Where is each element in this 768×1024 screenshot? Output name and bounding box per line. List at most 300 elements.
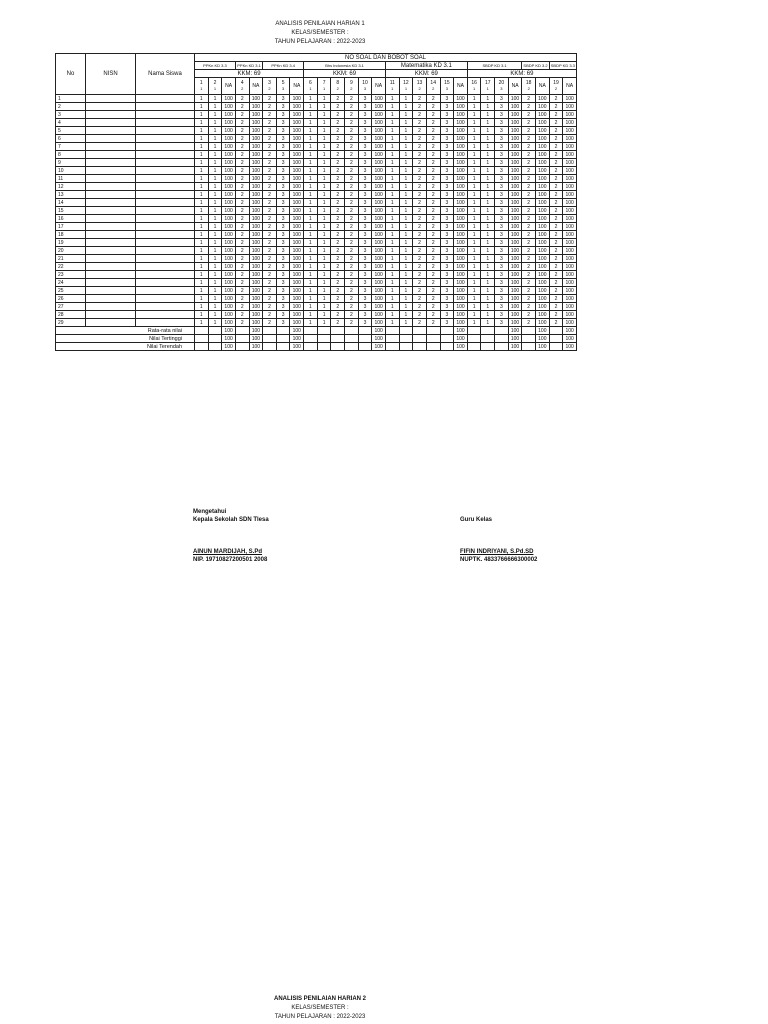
score-cell: 100 <box>222 151 236 159</box>
score-cell: 100 <box>249 271 263 279</box>
score-cell: 2 <box>345 151 359 159</box>
score-cell: 1 <box>195 223 209 231</box>
nisn-cell <box>86 271 136 279</box>
score-cell: 2 <box>235 295 249 303</box>
score-cell: 1 <box>195 279 209 287</box>
score-cell: 2 <box>345 311 359 319</box>
score-cell: 2 <box>426 191 440 199</box>
score-cell: 1 <box>481 311 495 319</box>
score-cell: 1 <box>304 143 318 151</box>
score-cell: 2 <box>413 167 427 175</box>
score-cell: 1 <box>208 223 222 231</box>
score-cell: 100 <box>454 319 468 327</box>
score-cell: 1 <box>195 263 209 271</box>
summary-cell <box>399 327 413 335</box>
score-cell: 100 <box>508 247 522 255</box>
score-cell: 2 <box>413 279 427 287</box>
score-cell: 100 <box>222 175 236 183</box>
score-cell: 1 <box>385 151 399 159</box>
score-cell: 2 <box>426 271 440 279</box>
score-cell: 3 <box>495 119 509 127</box>
score-cell: 1 <box>317 287 331 295</box>
score-cell: 1 <box>304 199 318 207</box>
score-cell: 100 <box>454 287 468 295</box>
score-cell: 100 <box>372 95 386 103</box>
score-cell: 1 <box>304 151 318 159</box>
summary-cell <box>235 327 249 335</box>
score-cell: 1 <box>481 303 495 311</box>
question-weight: 1 <box>404 86 408 91</box>
question-number-cell <box>345 78 359 95</box>
score-cell: 1 <box>481 215 495 223</box>
score-cell: 3 <box>276 319 290 327</box>
score-cell: 1 <box>304 303 318 311</box>
score-cell: 1 <box>385 175 399 183</box>
report-1-header <box>0 20 640 47</box>
score-cell: 1 <box>317 175 331 183</box>
score-cell: 1 <box>208 279 222 287</box>
score-cell: 2 <box>235 311 249 319</box>
score-cell: 100 <box>563 311 577 319</box>
score-cell: 100 <box>290 271 304 279</box>
student-name-cell <box>136 295 195 303</box>
table-row <box>56 303 577 311</box>
score-cell: 2 <box>235 247 249 255</box>
score-cell: 1 <box>467 175 481 183</box>
question-number-cell <box>208 78 222 95</box>
score-cell: 1 <box>208 135 222 143</box>
score-cell: 2 <box>263 303 277 311</box>
score-cell: 1 <box>304 239 318 247</box>
score-cell: 100 <box>536 127 550 135</box>
score-cell: 1 <box>399 271 413 279</box>
table-row <box>56 191 577 199</box>
score-cell: 100 <box>536 103 550 111</box>
score-cell: 100 <box>536 247 550 255</box>
summary-cell <box>208 343 222 351</box>
kd-header: PPKn KD 3.1 <box>237 62 261 68</box>
score-cell: 1 <box>317 151 331 159</box>
score-cell: 2 <box>522 295 536 303</box>
score-cell: 1 <box>385 119 399 127</box>
question-number-cell <box>481 78 495 95</box>
student-name-cell <box>136 175 195 183</box>
score-cell: 2 <box>522 191 536 199</box>
score-cell: 100 <box>563 159 577 167</box>
score-cell: 2 <box>549 119 563 127</box>
summary-cell: 100 <box>563 343 577 351</box>
score-cell: 2 <box>549 239 563 247</box>
score-cell: 3 <box>495 287 509 295</box>
table-row <box>56 239 577 247</box>
nisn-cell <box>86 167 136 175</box>
score-cell: 1 <box>481 231 495 239</box>
score-cell: 2 <box>522 127 536 135</box>
score-cell: 1 <box>385 303 399 311</box>
score-cell: 2 <box>331 127 345 135</box>
score-cell: 3 <box>358 103 372 111</box>
score-cell: 2 <box>263 95 277 103</box>
nisn-cell <box>86 111 136 119</box>
score-cell: 100 <box>222 111 236 119</box>
score-cell: 100 <box>563 263 577 271</box>
summary-cell: 100 <box>249 327 263 335</box>
score-cell: 100 <box>249 95 263 103</box>
score-cell: 100 <box>372 175 386 183</box>
summary-cell <box>426 335 440 343</box>
score-cell: 1 <box>208 271 222 279</box>
score-cell: 3 <box>495 247 509 255</box>
score-cell: 2 <box>426 183 440 191</box>
student-name-cell <box>136 303 195 311</box>
question-number: 10 <box>362 80 368 86</box>
score-cell: 2 <box>549 159 563 167</box>
score-cell: 1 <box>317 199 331 207</box>
summary-cell <box>235 343 249 351</box>
score-cell: 2 <box>413 151 427 159</box>
score-cell: 1 <box>317 167 331 175</box>
score-cell: 100 <box>508 255 522 263</box>
score-cell: 3 <box>440 255 454 263</box>
row-number: 8 <box>56 151 86 159</box>
score-cell: 100 <box>508 231 522 239</box>
question-number-cell <box>331 78 345 95</box>
question-weight: 1 <box>473 86 476 91</box>
score-cell: 1 <box>467 287 481 295</box>
student-name-cell <box>136 191 195 199</box>
score-cell: 3 <box>495 239 509 247</box>
summary-cell <box>549 335 563 343</box>
score-cell: 100 <box>536 119 550 127</box>
score-cell: 100 <box>563 287 577 295</box>
school-year: TAHUN PELAJARAN : 2022-2023 <box>274 1014 366 1020</box>
score-cell: 100 <box>372 223 386 231</box>
score-cell: 100 <box>536 167 550 175</box>
score-cell: 2 <box>331 167 345 175</box>
score-cell: 2 <box>426 247 440 255</box>
summary-cell: 100 <box>508 335 522 343</box>
question-number-cell <box>549 78 563 95</box>
signature-block-teacher <box>460 516 537 564</box>
nisn-cell <box>86 319 136 327</box>
question-number-cell <box>426 78 440 95</box>
score-cell: 2 <box>235 151 249 159</box>
summary-cell <box>413 343 427 351</box>
table-row <box>56 199 577 207</box>
score-cell: 100 <box>290 135 304 143</box>
score-cell: 100 <box>454 135 468 143</box>
question-weight: 1 <box>322 86 326 91</box>
score-cell: 2 <box>263 119 277 127</box>
score-cell: 100 <box>508 175 522 183</box>
score-cell: 1 <box>481 287 495 295</box>
score-cell: 1 <box>304 135 318 143</box>
student-name-cell <box>136 103 195 111</box>
score-cell: 2 <box>263 135 277 143</box>
score-cell: 2 <box>331 271 345 279</box>
score-cell: 100 <box>508 279 522 287</box>
score-cell: 100 <box>372 303 386 311</box>
score-cell: 2 <box>426 255 440 263</box>
score-cell: 2 <box>426 231 440 239</box>
score-cell: 100 <box>249 295 263 303</box>
score-cell: 2 <box>413 207 427 215</box>
summary-cell: 100 <box>454 343 468 351</box>
score-cell: 100 <box>222 223 236 231</box>
score-cell: 2 <box>413 271 427 279</box>
score-cell: 100 <box>372 231 386 239</box>
nisn-cell <box>86 295 136 303</box>
score-cell: 100 <box>508 111 522 119</box>
table-row <box>56 255 577 263</box>
report-title: ANALISIS PENILAIAN HARIAN 2 <box>273 996 366 1002</box>
summary-cell <box>195 335 209 343</box>
summary-cell <box>440 343 454 351</box>
question-number-cell <box>249 78 263 95</box>
score-cell: 2 <box>235 127 249 135</box>
score-cell: 2 <box>263 311 277 319</box>
score-cell: 100 <box>290 191 304 199</box>
summary-cell <box>549 327 563 335</box>
summary-cell: 100 <box>454 327 468 335</box>
question-number-cell <box>522 78 536 95</box>
score-cell: 100 <box>508 271 522 279</box>
question-number: 20 <box>498 80 505 86</box>
score-cell: 1 <box>304 231 318 239</box>
score-cell: 3 <box>440 287 454 295</box>
score-cell: 2 <box>331 207 345 215</box>
summary-cell <box>304 335 318 343</box>
summary-label: Nilai Terendah <box>56 343 195 351</box>
table-row <box>56 111 577 119</box>
score-cell: 3 <box>276 119 290 127</box>
row-number: 10 <box>56 167 86 175</box>
student-name-cell <box>136 151 195 159</box>
score-cell: 2 <box>426 111 440 119</box>
score-cell: 2 <box>549 287 563 295</box>
score-cell: 100 <box>222 207 236 215</box>
row-number: 15 <box>56 207 86 215</box>
signature-block-principal <box>193 508 269 564</box>
score-cell: 100 <box>454 223 468 231</box>
score-cell: 100 <box>249 167 263 175</box>
question-number: 19 <box>553 80 559 86</box>
summary-cell: 100 <box>536 335 550 343</box>
score-cell: 100 <box>536 319 550 327</box>
score-cell: 3 <box>495 167 509 175</box>
score-cell: 2 <box>263 183 277 191</box>
score-cell: 1 <box>481 271 495 279</box>
score-cell: 1 <box>317 223 331 231</box>
score-cell: 1 <box>304 191 318 199</box>
score-cell: 3 <box>440 127 454 135</box>
summary-cell: 100 <box>249 343 263 351</box>
score-cell: 2 <box>413 303 427 311</box>
score-cell: 2 <box>413 183 427 191</box>
score-cell: 1 <box>399 167 413 175</box>
score-cell: 2 <box>345 231 359 239</box>
score-cell: 100 <box>563 111 577 119</box>
score-cell: 3 <box>276 95 290 103</box>
score-cell: 1 <box>195 103 209 111</box>
score-cell: 1 <box>399 223 413 231</box>
score-cell: 100 <box>222 159 236 167</box>
summary-cell: 100 <box>222 327 236 335</box>
score-cell: 1 <box>304 319 318 327</box>
score-cell: 100 <box>508 215 522 223</box>
score-cell: 100 <box>563 167 577 175</box>
score-cell: 100 <box>454 111 468 119</box>
score-cell: 2 <box>235 183 249 191</box>
score-cell: 1 <box>317 191 331 199</box>
score-cell: 3 <box>440 319 454 327</box>
score-cell: 1 <box>317 119 331 127</box>
score-cell: 3 <box>358 135 372 143</box>
score-cell: 100 <box>563 223 577 231</box>
summary-cell <box>304 327 318 335</box>
score-cell: 100 <box>290 319 304 327</box>
score-cell: 2 <box>522 183 536 191</box>
score-cell: 2 <box>345 295 359 303</box>
score-cell: 100 <box>249 279 263 287</box>
score-cell: 100 <box>222 239 236 247</box>
table-row <box>56 295 577 303</box>
question-weight: 1 <box>213 86 217 91</box>
score-cell: 100 <box>290 223 304 231</box>
summary-cell <box>208 335 222 343</box>
score-cell: 1 <box>399 151 413 159</box>
table-row <box>56 135 577 143</box>
score-cell: 2 <box>549 207 563 215</box>
score-cell: 2 <box>263 319 277 327</box>
table-row <box>56 247 577 255</box>
score-cell: 2 <box>413 127 427 135</box>
table-row <box>56 167 577 175</box>
score-cell: 100 <box>249 255 263 263</box>
score-cell: 100 <box>249 183 263 191</box>
score-cell: 100 <box>563 239 577 247</box>
kd-header: PPKn KD 3.4 <box>263 62 304 70</box>
score-cell: 100 <box>454 263 468 271</box>
question-number: 16 <box>471 80 477 86</box>
score-cell: 2 <box>345 239 359 247</box>
score-cell: 1 <box>399 127 413 135</box>
score-cell: 1 <box>195 271 209 279</box>
score-cell: 2 <box>413 111 427 119</box>
score-cell: 1 <box>467 319 481 327</box>
score-cell: 2 <box>235 143 249 151</box>
score-cell: 2 <box>522 231 536 239</box>
nisn-cell <box>86 175 136 183</box>
student-name-cell <box>136 127 195 135</box>
score-cell: 1 <box>317 263 331 271</box>
score-cell: 1 <box>385 271 399 279</box>
score-cell: 1 <box>208 231 222 239</box>
score-cell: 100 <box>454 175 468 183</box>
row-number: 9 <box>56 159 86 167</box>
score-cell: 2 <box>235 279 249 287</box>
score-cell: 100 <box>222 143 236 151</box>
score-cell: 100 <box>536 143 550 151</box>
question-number-cell <box>399 78 413 95</box>
score-cell: 2 <box>413 191 427 199</box>
score-cell: 2 <box>413 199 427 207</box>
score-cell: 1 <box>304 119 318 127</box>
score-cell: 1 <box>317 295 331 303</box>
table-row <box>56 231 577 239</box>
score-cell: 100 <box>563 119 577 127</box>
score-cell: 3 <box>495 127 509 135</box>
summary-cell <box>358 343 372 351</box>
score-cell: 3 <box>440 103 454 111</box>
score-cell: 3 <box>276 271 290 279</box>
score-cell: 2 <box>263 191 277 199</box>
score-cell: 100 <box>454 239 468 247</box>
score-cell: 1 <box>467 247 481 255</box>
score-cell: 1 <box>317 207 331 215</box>
score-cell: 1 <box>399 183 413 191</box>
table-row <box>56 319 577 327</box>
row-number: 3 <box>56 111 86 119</box>
score-cell: 100 <box>372 319 386 327</box>
score-cell: 1 <box>467 207 481 215</box>
score-cell: 100 <box>563 303 577 311</box>
score-cell: 2 <box>235 167 249 175</box>
score-cell: 1 <box>467 231 481 239</box>
summary-cell <box>426 343 440 351</box>
score-cell: 1 <box>481 199 495 207</box>
score-cell: 3 <box>276 103 290 111</box>
score-cell: 3 <box>495 183 509 191</box>
score-cell: 2 <box>549 151 563 159</box>
score-cell: 1 <box>195 143 209 151</box>
summary-cell <box>522 327 536 335</box>
student-name-cell <box>136 119 195 127</box>
score-cell: 1 <box>208 191 222 199</box>
student-name-cell <box>136 263 195 271</box>
summary-cell: 100 <box>454 335 468 343</box>
student-name-cell <box>136 207 195 215</box>
score-cell: 1 <box>304 215 318 223</box>
score-cell: 1 <box>317 135 331 143</box>
score-cell: 100 <box>249 215 263 223</box>
score-cell: 100 <box>290 311 304 319</box>
score-cell: 3 <box>276 263 290 271</box>
summary-cell <box>345 343 359 351</box>
score-cell: 2 <box>235 135 249 143</box>
score-cell: 100 <box>290 167 304 175</box>
score-cell: 1 <box>208 151 222 159</box>
score-cell: 1 <box>385 167 399 175</box>
score-cell: 1 <box>399 103 413 111</box>
score-cell: 1 <box>195 95 209 103</box>
score-cell: 3 <box>495 231 509 239</box>
score-cell: 1 <box>208 215 222 223</box>
score-cell: 100 <box>454 127 468 135</box>
score-cell: 3 <box>440 231 454 239</box>
score-cell: 100 <box>508 263 522 271</box>
score-cell: 2 <box>331 255 345 263</box>
question-number-cell <box>222 78 236 95</box>
question-number-cell <box>385 78 399 95</box>
score-cell: 100 <box>454 303 468 311</box>
score-cell: 100 <box>454 295 468 303</box>
score-cell: 1 <box>195 319 209 327</box>
summary-cell: 100 <box>508 327 522 335</box>
summary-cell <box>522 335 536 343</box>
score-cell: 1 <box>317 255 331 263</box>
summary-cell <box>345 335 359 343</box>
